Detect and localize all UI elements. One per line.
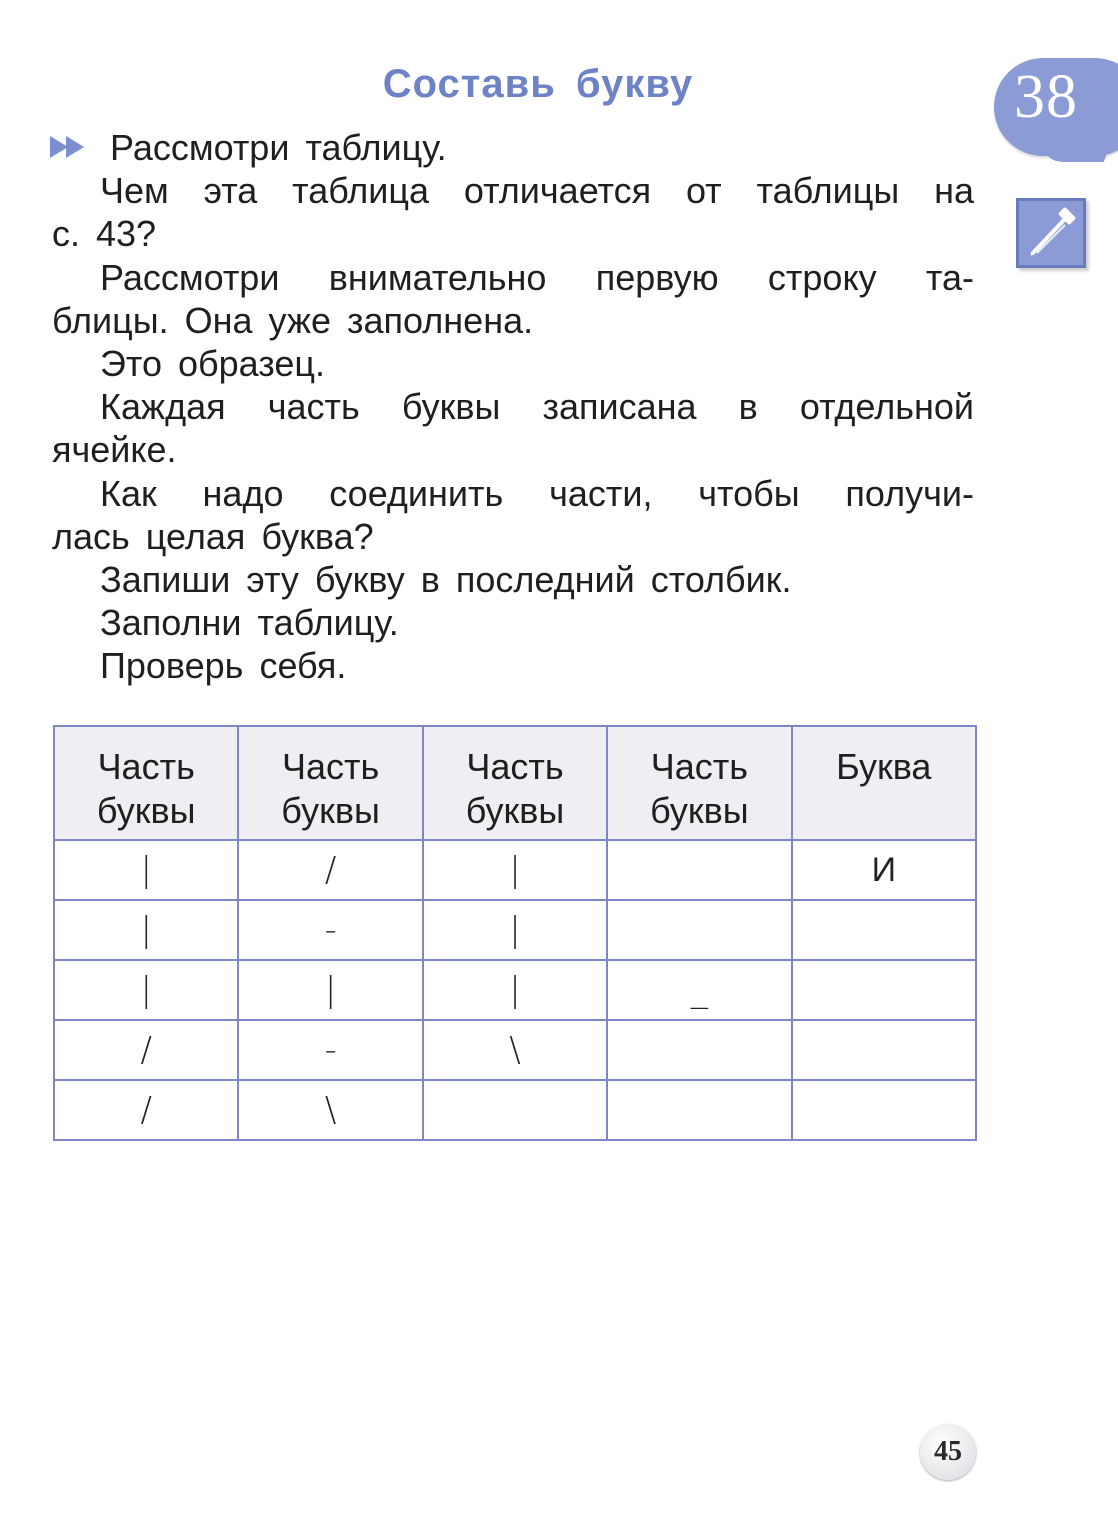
answer-cell[interactable]: И	[792, 840, 976, 900]
instruction-line-8: ячейке.	[52, 429, 177, 470]
instruction-line-13: Проверь себя.	[100, 645, 347, 686]
table-cell: -	[238, 900, 422, 960]
page-title: Составь букву	[382, 62, 694, 106]
instruction-line-7: Каждая часть буквы записана в отдельной	[100, 386, 974, 427]
pen-icon	[1016, 198, 1086, 268]
table-cell: |	[54, 840, 238, 900]
instruction-line-11: Запиши эту букву в последний столбик.	[100, 559, 792, 600]
table-cell[interactable]	[607, 840, 791, 900]
lesson-number: 38	[1014, 63, 1078, 131]
header-cell: Часть буквы	[423, 726, 607, 840]
header-cell: Часть буквы	[607, 726, 791, 840]
table-header-row	[54, 726, 976, 840]
table-cell: /	[54, 1020, 238, 1080]
table-row	[54, 1080, 976, 1140]
answer-cell[interactable]	[792, 1020, 976, 1080]
table-cell: |	[54, 900, 238, 960]
double-arrow-icon	[50, 136, 92, 158]
instruction-line-1: Рассмотри таблицу.	[110, 127, 447, 168]
table-row	[54, 1020, 976, 1080]
table-cell: |	[238, 960, 422, 1020]
table-cell: |	[54, 960, 238, 1020]
table-row	[54, 840, 976, 900]
instruction-line-12: Заполни таблицу.	[100, 602, 399, 643]
table-cell: _	[607, 960, 791, 1020]
table-cell: \	[238, 1080, 422, 1140]
table-cell: |	[423, 960, 607, 1020]
instruction-line-5: блицы. Она уже заполнена.	[52, 300, 534, 341]
table-row	[54, 900, 976, 960]
table-cell[interactable]	[607, 900, 791, 960]
answer-cell[interactable]	[792, 900, 976, 960]
table-row	[54, 960, 976, 1020]
table-cell[interactable]	[423, 1080, 607, 1140]
header-cell: Часть буквы	[54, 726, 238, 840]
instruction-line-10: лась целая буква?	[52, 516, 374, 557]
instruction-line-2: Чем эта таблица отличается от таблицы на	[100, 170, 974, 211]
answer-cell[interactable]	[792, 960, 976, 1020]
letter-table	[53, 725, 977, 1141]
table-cell[interactable]	[607, 1020, 791, 1080]
table-cell: \	[423, 1020, 607, 1080]
instruction-line-6: Это образец.	[100, 343, 326, 384]
answer-cell[interactable]	[792, 1080, 976, 1140]
lesson-badge-tail	[1034, 128, 1116, 162]
table-cell[interactable]	[607, 1080, 791, 1140]
table-cell: -	[238, 1020, 422, 1080]
table-cell: /	[238, 840, 422, 900]
instruction-line-4: Рассмотри внимательно первую строку та-	[100, 257, 974, 298]
instruction-line-3: с. 43?	[52, 213, 157, 254]
table-cell: |	[423, 840, 607, 900]
header-cell: Часть буквы	[238, 726, 422, 840]
table-cell: |	[423, 900, 607, 960]
header-cell: Буква	[792, 726, 976, 840]
instruction-line-9: Как надо соединить части, чтобы получи-	[100, 473, 974, 514]
table-cell: /	[54, 1080, 238, 1140]
page-number: 45	[920, 1424, 976, 1480]
